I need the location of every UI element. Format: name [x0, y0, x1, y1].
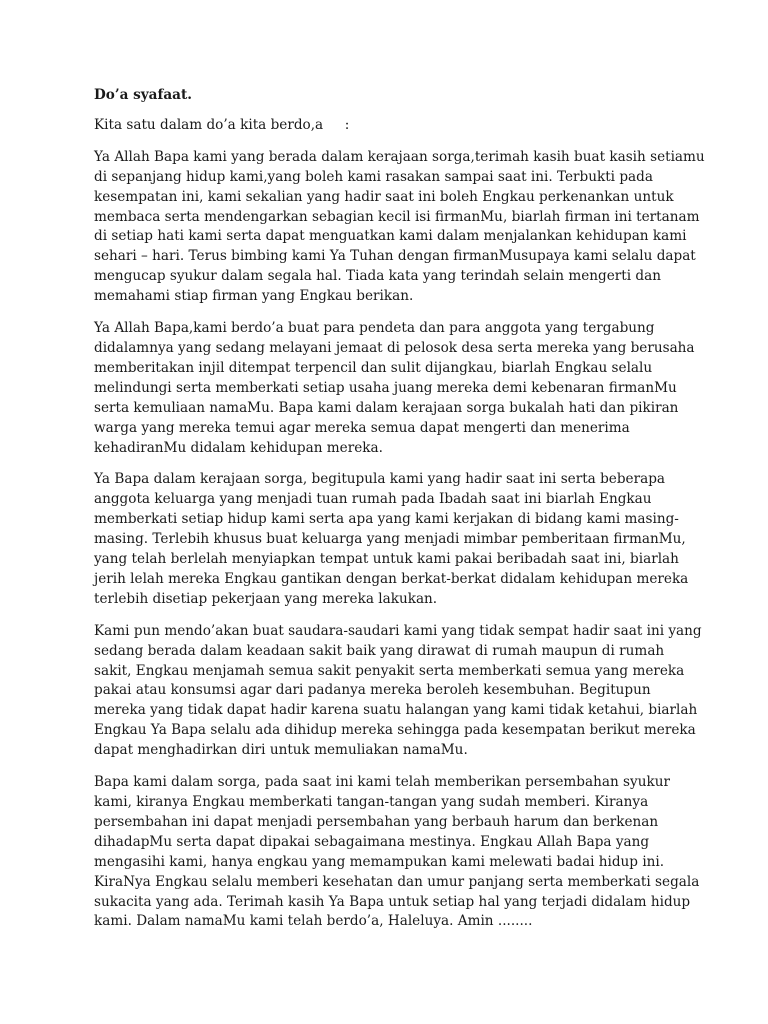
paragraph-line: memahami stiap firman yang Engkau berikan. [94, 288, 414, 305]
paragraph-line: mengasihi kami, hanya engkau yang memampukan kami melewati badai hidup ini. [94, 853, 665, 870]
paragraph-line: membaca serta mendengarkan sebagian kecil isi firmanMu, biarlah firman ini tertanam [94, 208, 700, 225]
paragraph-line: dapat menghadirkan diri untuk memuliakan namaMu. [94, 742, 468, 759]
paragraph-line: Kami pun mendo’akan buat saudara-saudari kami yang tidak sempat hadir saat ini yang [94, 622, 702, 639]
paragraph-line: mengucap syukur dalam segala hal. Tiada kata yang terindah selain mengerti dan [94, 268, 661, 285]
paragraph-line: masing. Terlebih khusus buat keluarga yang menjadi mimbar pemberitaan firmanMu, [94, 531, 686, 548]
paragraph-line: persembahan ini dapat menjadi persembahan yang berbauh harum dan berkenan [94, 813, 659, 830]
paragraph-line: terlebih disetiap pekerjaan yang mereka lakukan. [94, 590, 438, 607]
paragraph-line: Engkau Ya Bapa selalu ada dihidup mereka sehingga pada kesempatan berikut mereka [94, 722, 696, 739]
paragraph-line: kami, kiranya Engkau memberkati tangan-tangan yang sudah memberi. Kiranya [94, 794, 649, 810]
paragraph-line: KiraNya Engkau selalu memberi kesehatan dan umur panjang serta memberkati segala [94, 873, 700, 890]
paragraph-line: sehari – hari. Terus bimbing kami Ya Tuhan dengan firmanMusupaya kami selalu dapat [94, 248, 696, 265]
paragraph-line: sukacita yang ada. Terimah kasih Ya Bapa untuk setiap hal yang terjadi didalam hidup [94, 893, 691, 910]
paragraph-line: Ya Bapa dalam kerajaan sorga, begitupula kami yang hadir saat ini serta beberapa [94, 471, 666, 488]
prayer-paragraph [94, 773, 700, 932]
paragraph-line: dihadapMu serta dapat dipakai sebagaimana mestinya. Engkau Allah Bapa yang [94, 833, 650, 850]
prayer-paragraph [94, 622, 702, 761]
prayer-body [94, 148, 705, 933]
paragraph-line: anggota keluarga yang menjadi tuan rumah pada Ibadah saat ini biarlah Engkau [94, 491, 652, 508]
paragraph-line: pakai atau konsumsi agar dari padanya mereka beroleh kesembuhan. Begitupun [94, 682, 651, 699]
paragraph-line: didalamnya yang sedang melayani jemaat di pelosok desa serta mereka yang berusaha [94, 339, 695, 356]
paragraph-line: mereka yang tidak dapat hadir karena suatu halangan yang kami tidak ketahui, biarlah [94, 702, 698, 719]
paragraph-line: memberitakan injil ditempat terpencil dan sulit dijangkau, biarlah Engkau selalu [94, 359, 653, 376]
document-title: Do’a syafaat. [94, 87, 192, 103]
paragraph-line: sakit, Engkau menjamah semua sakit penyakit serta memberkati semua yang mereka [94, 662, 685, 679]
paragraph-line: kami. Dalam namaMu kami telah berdo’a, Haleluya. Amin ........ [94, 913, 533, 930]
paragraph-line: di sepanjang hidup kami,yang boleh kami rasakan sampai saat ini. Terbukti pada [94, 168, 653, 185]
paragraph-line: jerih lelah mereka Engkau gantikan dengan berkat-berkat didalam kehidupan mereka [94, 570, 689, 587]
paragraph-line: warga yang mereka temui agar mereka semua dapat mengerti dan menerima [94, 419, 630, 436]
paragraph-line: di setiap hati kami serta dapat menguatkan kami dalam menjalankan kehidupan kami [94, 228, 687, 245]
paragraph-line: Ya Allah Bapa kami yang berada dalam kerajaan sorga,terimah kasih buat kasih setiamu [94, 148, 705, 165]
paragraph-line: sedang berada dalam keadaan sakit baik yang dirawat di rumah maupun di rumah [94, 642, 665, 659]
paragraph-line: kesempatan ini, kami sekalian yang hadir saat ini boleh Engkau perkenankan untuk [94, 188, 674, 205]
prayer-paragraph [94, 470, 689, 609]
paragraph-line: kehadiranMu didalam kehidupan mereka. [94, 439, 383, 456]
paragraph-line: Bapa kami dalam sorga, pada saat ini kami telah memberikan persembahan syukur [94, 774, 670, 791]
paragraph-line: melindungi serta memberkati setiap usaha juang mereka demi kebenaran firmanMu [94, 379, 677, 396]
prayer-paragraph [94, 319, 695, 458]
intro-line: Kita satu dalam do’a kita berdo,a : [94, 116, 350, 133]
paragraph-line: Ya Allah Bapa,kami berdo’a buat para pendeta dan para anggota yang tergabung [94, 320, 655, 337]
paragraph-line: memberkati setiap hidup kami serta apa yang kami kerjakan di bidang kami masing- [94, 511, 679, 528]
paragraph-line: yang telah berlelah menyiapkan tempat untuk kami pakai beribadah saat ini, biarlah [94, 551, 679, 568]
paragraph-line: serta kemuliaan namaMu. Bapa kami dalam kerajaan sorga bukalah hati dan pikiran [94, 399, 679, 416]
prayer-paragraph [94, 148, 705, 307]
